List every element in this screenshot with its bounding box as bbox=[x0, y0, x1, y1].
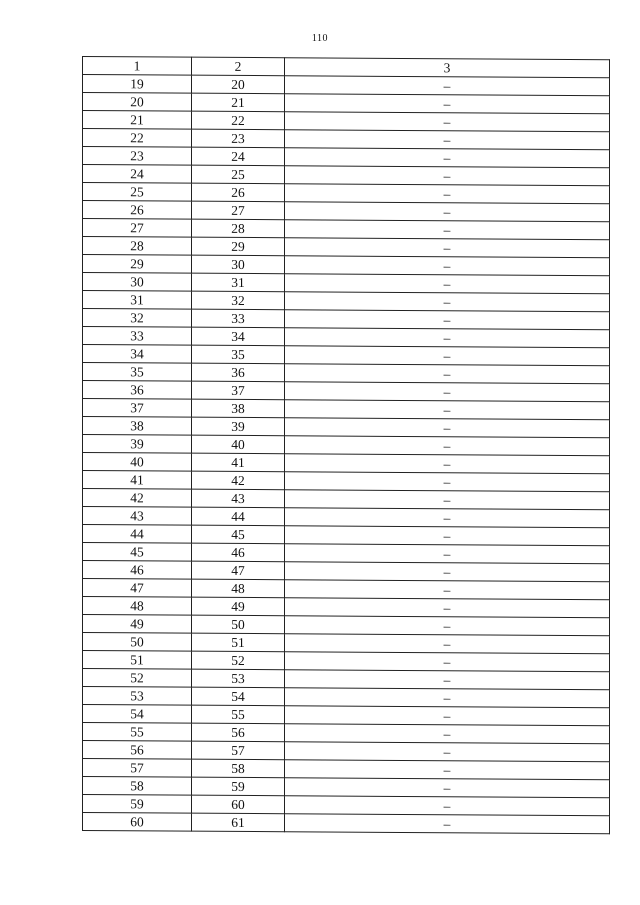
table-cell-col-1: 37 bbox=[83, 399, 192, 418]
table-cell-col-3: – bbox=[285, 310, 610, 330]
table-cell-col-1: 40 bbox=[83, 453, 192, 472]
table-cell-col-3: – bbox=[285, 418, 610, 438]
table-cell-col-3: – bbox=[285, 544, 610, 564]
table-cell-col-1: 56 bbox=[83, 741, 192, 760]
table-cell-col-1: 30 bbox=[83, 273, 192, 292]
column-header-1: 1 bbox=[83, 57, 192, 76]
table-cell-col-1: 19 bbox=[83, 75, 192, 94]
table-cell-col-1: 32 bbox=[83, 309, 192, 328]
table-cell-col-1: 45 bbox=[83, 543, 192, 562]
table-cell-col-3: – bbox=[285, 778, 610, 798]
table-cell-col-2: 61 bbox=[192, 813, 285, 832]
table-cell-col-2: 52 bbox=[192, 651, 285, 670]
table-cell-col-3: – bbox=[285, 724, 610, 744]
table-cell-col-2: 48 bbox=[192, 579, 285, 598]
table-cell-col-3: – bbox=[285, 76, 610, 96]
table-cell-col-1: 51 bbox=[83, 651, 192, 670]
table-cell-col-2: 33 bbox=[192, 309, 285, 328]
table-cell-col-1: 24 bbox=[83, 165, 192, 184]
table-cell-col-1: 27 bbox=[83, 219, 192, 238]
table-cell-col-2: 59 bbox=[192, 777, 285, 796]
table-cell-col-1: 49 bbox=[83, 615, 192, 634]
table-cell-col-3: – bbox=[285, 634, 610, 654]
table-cell-col-3: – bbox=[285, 292, 610, 312]
table-cell-col-2: 22 bbox=[192, 111, 285, 130]
table-cell-col-2: 43 bbox=[192, 489, 285, 508]
table-cell-col-2: 50 bbox=[192, 615, 285, 634]
table-cell-col-1: 31 bbox=[83, 291, 192, 310]
data-table bbox=[82, 56, 610, 834]
table-cell-col-2: 42 bbox=[192, 471, 285, 490]
table-cell-col-1: 20 bbox=[83, 93, 192, 112]
table-cell-col-2: 37 bbox=[192, 381, 285, 400]
table-cell-col-1: 55 bbox=[83, 723, 192, 742]
table-cell-col-2: 49 bbox=[192, 597, 285, 616]
table-cell-col-3: – bbox=[285, 580, 610, 600]
table-cell-col-1: 41 bbox=[83, 471, 192, 490]
table-cell-col-3: – bbox=[285, 220, 610, 240]
table-cell-col-2: 46 bbox=[192, 543, 285, 562]
table-cell-col-1: 39 bbox=[83, 435, 192, 454]
table-cell-col-2: 36 bbox=[192, 363, 285, 382]
table-cell-col-1: 52 bbox=[83, 669, 192, 688]
table-cell-col-2: 44 bbox=[192, 507, 285, 526]
table-cell-col-3: – bbox=[285, 652, 610, 672]
table-cell-col-2: 60 bbox=[192, 795, 285, 814]
table-cell-col-2: 40 bbox=[192, 435, 285, 454]
table-cell-col-2: 35 bbox=[192, 345, 285, 364]
table-cell-col-2: 29 bbox=[192, 237, 285, 256]
table-cell-col-3: – bbox=[285, 526, 610, 546]
table-cell-col-2: 53 bbox=[192, 669, 285, 688]
table-cell-col-1: 35 bbox=[83, 363, 192, 382]
table-cell-col-2: 45 bbox=[192, 525, 285, 544]
table-cell-col-1: 57 bbox=[83, 759, 192, 778]
table-cell-col-3: – bbox=[285, 130, 610, 150]
table-cell-col-3: – bbox=[285, 346, 610, 366]
table-cell-col-1: 22 bbox=[83, 129, 192, 148]
table-cell-col-3: – bbox=[285, 508, 610, 528]
table-cell-col-1: 59 bbox=[83, 795, 192, 814]
table-cell-col-3: – bbox=[285, 706, 610, 726]
table-cell-col-3: – bbox=[285, 616, 610, 636]
table-cell-col-1: 26 bbox=[83, 201, 192, 220]
table-cell-col-3: – bbox=[285, 94, 610, 114]
table-cell-col-3: – bbox=[285, 202, 610, 222]
table-cell-col-3: – bbox=[285, 364, 610, 384]
table-cell-col-2: 24 bbox=[192, 147, 285, 166]
table-cell-col-3: – bbox=[285, 490, 610, 510]
table-cell-col-1: 47 bbox=[83, 579, 192, 598]
table-cell-col-2: 54 bbox=[192, 687, 285, 706]
table-cell-col-2: 31 bbox=[192, 273, 285, 292]
column-header-2: 2 bbox=[192, 57, 285, 76]
table-cell-col-3: – bbox=[285, 256, 610, 276]
table-cell-col-2: 27 bbox=[192, 201, 285, 220]
table-cell-col-2: 20 bbox=[192, 75, 285, 94]
table-cell-col-2: 55 bbox=[192, 705, 285, 724]
table-cell-col-1: 42 bbox=[83, 489, 192, 508]
table-cell-col-1: 44 bbox=[83, 525, 192, 544]
table-cell-col-3: – bbox=[285, 274, 610, 294]
table-cell-col-2: 38 bbox=[192, 399, 285, 418]
page-number: 110 bbox=[311, 33, 329, 44]
table-cell-col-1: 60 bbox=[83, 813, 192, 832]
table-cell-col-3: – bbox=[285, 112, 610, 132]
table-cell-col-3: – bbox=[285, 238, 610, 258]
table-cell-col-1: 50 bbox=[83, 633, 192, 652]
table-cell-col-1: 43 bbox=[83, 507, 192, 526]
table-cell-col-2: 57 bbox=[192, 741, 285, 760]
table-cell-col-1: 54 bbox=[83, 705, 192, 724]
table-cell-col-2: 47 bbox=[192, 561, 285, 580]
table-cell-col-2: 26 bbox=[192, 183, 285, 202]
table-cell-col-1: 33 bbox=[83, 327, 192, 346]
table-cell-col-3: – bbox=[285, 184, 610, 204]
table-cell-col-2: 58 bbox=[192, 759, 285, 778]
table-cell-col-2: 39 bbox=[192, 417, 285, 436]
table-cell-col-3: – bbox=[285, 454, 610, 474]
table-cell-col-2: 56 bbox=[192, 723, 285, 742]
column-header-3: 3 bbox=[285, 58, 610, 78]
table-cell-col-3: – bbox=[285, 598, 610, 618]
table-cell-col-3: – bbox=[285, 472, 610, 492]
table-cell-col-1: 29 bbox=[83, 255, 192, 274]
table-cell-col-1: 23 bbox=[83, 147, 192, 166]
table-cell-col-3: – bbox=[285, 760, 610, 780]
table-cell-col-1: 53 bbox=[83, 687, 192, 706]
table-cell-col-3: – bbox=[285, 436, 610, 456]
table-cell-col-1: 28 bbox=[83, 237, 192, 256]
table-body bbox=[83, 75, 610, 834]
table-cell-col-2: 28 bbox=[192, 219, 285, 238]
table-cell-col-2: 51 bbox=[192, 633, 285, 652]
table-cell-col-2: 21 bbox=[192, 93, 285, 112]
table-cell-col-2: 23 bbox=[192, 129, 285, 148]
table-cell-col-2: 30 bbox=[192, 255, 285, 274]
table-cell-col-1: 38 bbox=[83, 417, 192, 436]
table-cell-col-1: 46 bbox=[83, 561, 192, 580]
table-cell-col-3: – bbox=[285, 562, 610, 582]
table-cell-col-1: 21 bbox=[83, 111, 192, 130]
table-cell-col-3: – bbox=[285, 400, 610, 420]
table-cell-col-1: 48 bbox=[83, 597, 192, 616]
table-cell-col-3: – bbox=[285, 796, 610, 816]
table-cell-col-3: – bbox=[285, 382, 610, 402]
table-cell-col-2: 34 bbox=[192, 327, 285, 346]
table-cell-col-3: – bbox=[285, 148, 610, 168]
table-cell-col-1: 34 bbox=[83, 345, 192, 364]
table-cell-col-3: – bbox=[285, 688, 610, 708]
table-cell-col-1: 36 bbox=[83, 381, 192, 400]
table-cell-col-3: – bbox=[285, 670, 610, 690]
table-cell-col-3: – bbox=[285, 814, 610, 834]
table-cell-col-3: – bbox=[285, 742, 610, 762]
table-cell-col-3: – bbox=[285, 166, 610, 186]
table-cell-col-2: 41 bbox=[192, 453, 285, 472]
table-cell-col-3: – bbox=[285, 328, 610, 348]
table-cell-col-1: 58 bbox=[83, 777, 192, 796]
table-cell-col-2: 25 bbox=[192, 165, 285, 184]
table-cell-col-1: 25 bbox=[83, 183, 192, 202]
table-row bbox=[83, 813, 610, 834]
table-cell-col-2: 32 bbox=[192, 291, 285, 310]
